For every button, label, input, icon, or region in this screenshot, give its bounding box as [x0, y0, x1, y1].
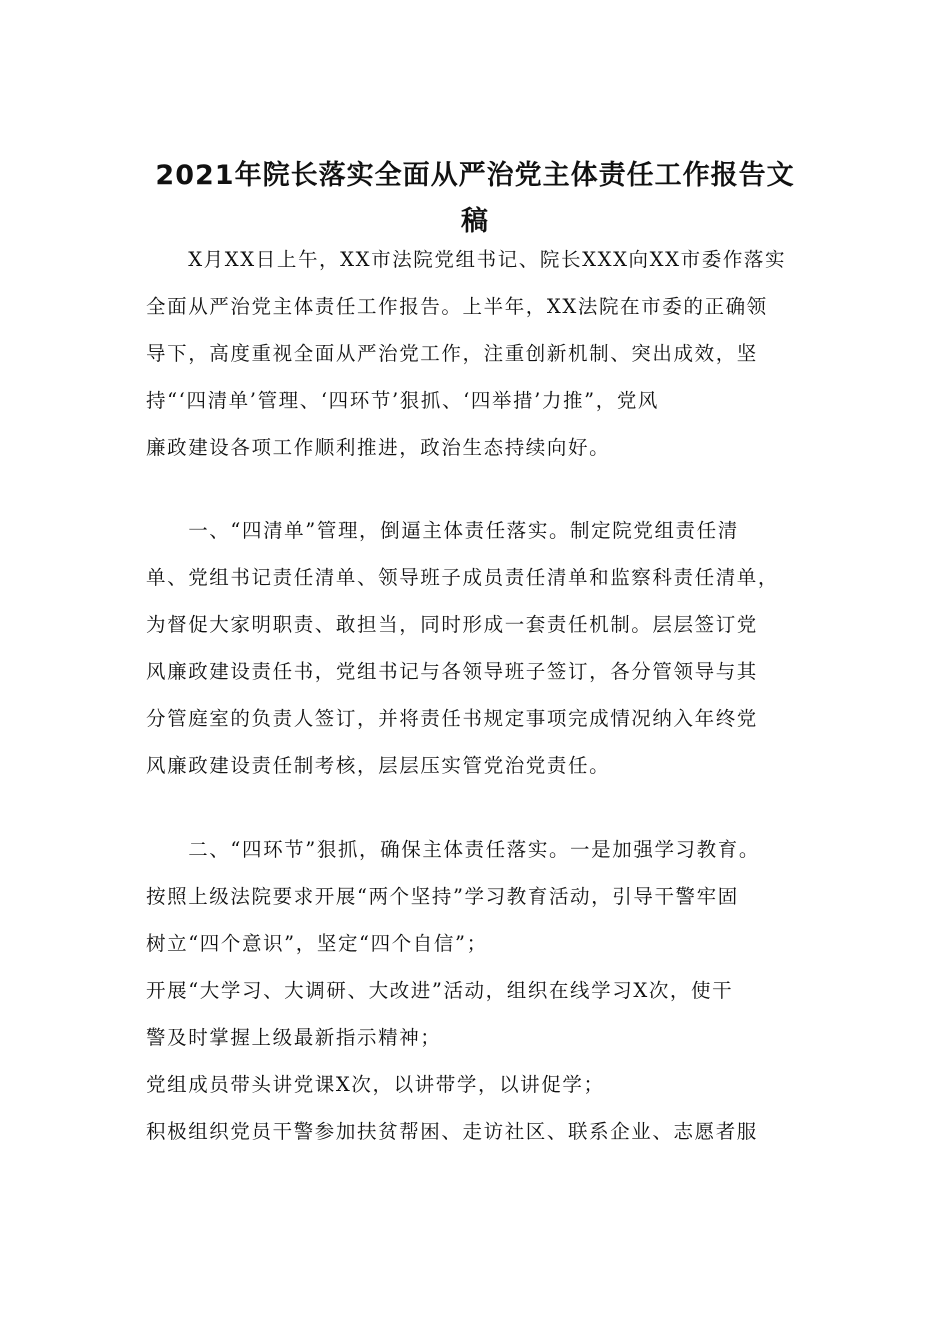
body-line: 二、“四环节”狠抓，确保主体责任落实。一是加强学习教育。 [146, 838, 760, 861]
body-line: 风廉政建设责任书，党组书记与各领导班子签订，各分管领导与其 [146, 660, 758, 683]
body-line: 分管庭室的负责人签订，并将责任书规定事项完成情况纳入年终党 [146, 707, 758, 730]
body-line: 风廉政建设责任制考核，层层压实管党治党责任。 [146, 754, 611, 777]
body-line: 全面从严治党主体责任工作报告。上半年，XX法院在市委的正确领 [146, 295, 768, 318]
body-line: 单、党组书记责任清单、领导班子成员责任清单和监察科责任清单， [146, 566, 780, 589]
body-line: 按照上级法院要求开展“两个坚持”学习教育活动，引导干警牢固 [146, 885, 739, 908]
body-line: X月XX日上午，XX市法院党组书记、院长XXX向XX市委作落实 [146, 248, 787, 271]
document-title-line-2: 稿 [461, 206, 489, 237]
body-line: 持“‘四清单’管理、‘四环节’狠抓、‘四举措’力推”，党风 [146, 389, 660, 412]
body-line: 为督促大家明职责、敢担当，同时形成一套责任机制。层层签订党 [146, 613, 758, 636]
body-line: 开展“大学习、大调研、大改进”活动，组织在线学习X次，使干 [146, 979, 734, 1002]
body-line: 一、“四清单”管理，倒逼主体责任落实。制定院党组责任清 [146, 519, 739, 542]
body-line: 积极组织党员干警参加扶贫帮困、走访社区、联系企业、志愿者服 [146, 1120, 758, 1143]
body-line: 导下，高度重视全面从严治党工作，注重创新机制、突出成效，坚 [146, 342, 758, 365]
body-line: 警及时掌握上级最新指示精神； [146, 1026, 442, 1049]
body-line: 党组成员带头讲党课X次，以讲带学，以讲促学； [146, 1073, 605, 1096]
body-line: 廉政建设各项工作顺利推进，政治生态持续向好。 [146, 436, 611, 459]
document-title-line-1: 2021年院长落实全面从严治党主体责任工作报告文 [155, 160, 795, 191]
body-line: 树立“四个意识”，坚定“四个自信”； [146, 932, 488, 955]
